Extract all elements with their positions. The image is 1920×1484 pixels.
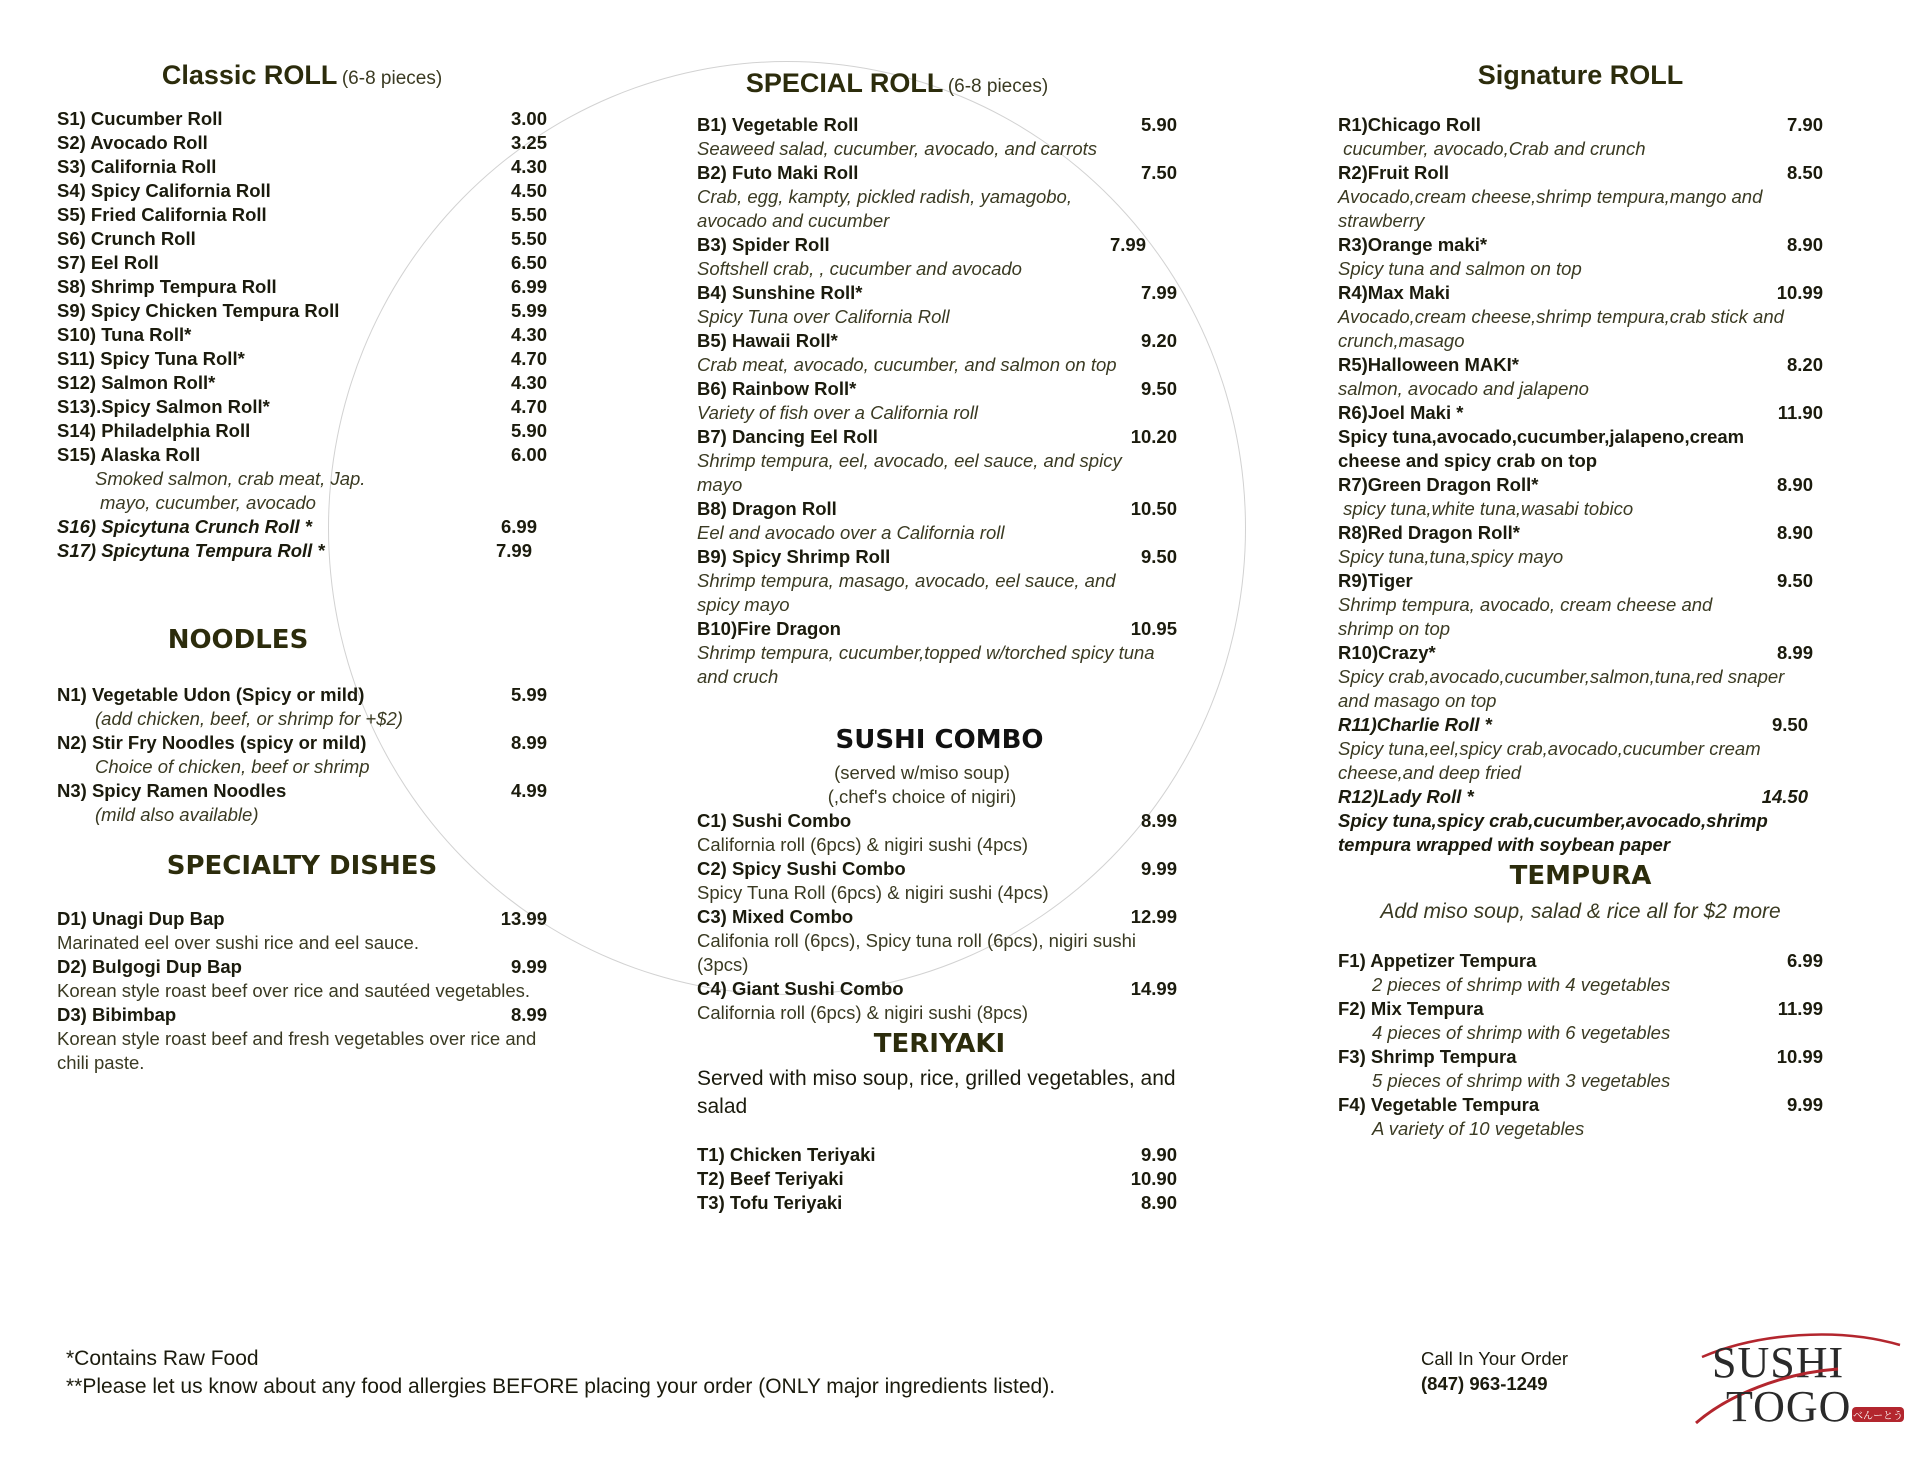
classic-roll-title: Classic ROLL [161, 60, 338, 90]
right-column [1338, 58, 1823, 1141]
menu-item-d2 [57, 955, 547, 1003]
menu-item-b4 [697, 281, 1182, 329]
menu-item-r2 [1338, 161, 1823, 233]
item-price: 8.90 [1776, 522, 1813, 543]
item-price: 8.20 [1786, 354, 1823, 375]
item-price: 6.99 [510, 276, 547, 297]
menu-item-b5 [697, 329, 1182, 377]
sushi-combo-title: SUSHI COMBO [835, 725, 1044, 755]
item-description: Shrimp tempura, eel, avocado, eel sauce, and spicy mayo [697, 450, 1122, 495]
item-name: B6) Rainbow Roll* [697, 378, 857, 399]
item-price: 3.00 [510, 108, 547, 129]
item-name: N1) Vegetable Udon (Spicy or mild) [57, 684, 365, 705]
item-price: 9.50 [1776, 570, 1813, 591]
menu-item-c3 [697, 905, 1182, 977]
item-name: B5) Hawaii Roll* [697, 330, 838, 351]
menu-item-s9 [57, 299, 547, 323]
item-name: R6)Joel Maki * [1338, 402, 1464, 423]
item-name: B9) Spicy Shrimp Roll [697, 546, 891, 567]
item-description: spicy tuna,white tuna,wasabi tobico [1338, 498, 1634, 519]
item-price: 8.99 [1776, 642, 1813, 663]
item-name: B1) Vegetable Roll [697, 114, 859, 135]
signature-roll-title: Signature ROLL [1477, 60, 1684, 90]
item-description: Spicy tuna,tuna,spicy mayo [1338, 546, 1564, 567]
item-price: 6.00 [510, 444, 547, 465]
allergy-note: **Please let us know about any food allergies BEFORE placing your order (ONLY major ingredients listed). [66, 1375, 1056, 1398]
item-description: California roll (6pcs) & nigiri sushi (8pcs) [697, 1002, 1029, 1023]
menu-item-r11 [1338, 713, 1823, 785]
item-price: 4.30 [510, 324, 547, 345]
classic-roll-list [57, 107, 547, 563]
item-description: (mild also available) [95, 804, 259, 825]
item-description: Spicy tuna,spicy crab,cucumber,avocado,shrimp tempura wrapped with soybean paper [1338, 810, 1768, 855]
menu-item-s13 [57, 395, 547, 419]
item-name: C3) Mixed Combo [697, 906, 854, 927]
item-name: R12)Lady Roll * [1338, 786, 1474, 807]
item-name: R1)Chicago Roll [1338, 114, 1481, 135]
menu-item-s16 [57, 515, 547, 539]
item-description: A variety of 10 vegetables [1372, 1118, 1585, 1139]
teriyaki-note: Served with miso soup, rice, grilled vegetables, and salad [697, 1067, 1176, 1118]
item-price: 11.99 [1777, 998, 1823, 1019]
specialty-list [57, 907, 547, 1075]
item-description: Softshell crab, , cucumber and avocado [697, 258, 1022, 279]
item-description: California roll (6pcs) & nigiri sushi (4pcs) [697, 834, 1029, 855]
item-price: 8.50 [1786, 162, 1823, 183]
item-name: T2) Beef Teriyaki [697, 1168, 844, 1189]
item-price: 6.99 [500, 516, 537, 537]
menu-item-b8 [697, 497, 1182, 545]
item-price: 10.90 [1130, 1168, 1177, 1189]
item-name: R10)Crazy* [1338, 642, 1436, 663]
item-name: N3) Spicy Ramen Noodles [57, 780, 287, 801]
item-description: Spicy tuna,avocado,cucumber,jalapeno,cream cheese and spicy crab on top [1338, 426, 1745, 471]
menu-item-s17 [57, 539, 547, 563]
item-description: Shrimp tempura, avocado, cream cheese and shrimp on top [1338, 594, 1713, 639]
item-name: D3) Bibimbap [57, 1004, 177, 1025]
specialty-heading [57, 849, 547, 887]
menu-item-r6 [1338, 401, 1823, 473]
item-price: 7.99 [495, 540, 532, 561]
item-description: Choice of chicken, beef or shrimp [95, 756, 370, 777]
menu-item-s6 [57, 227, 547, 251]
item-name: N2) Stir Fry Noodles (spicy or mild) [57, 732, 367, 753]
item-price: 9.50 [1140, 546, 1177, 567]
item-name: D2) Bulgogi Dup Bap [57, 956, 242, 977]
menu-item-s3 [57, 155, 547, 179]
item-price: 9.90 [1140, 1144, 1177, 1165]
menu-item-s2 [57, 131, 547, 155]
item-name: D1) Unagi Dup Bap [57, 908, 225, 929]
item-name: S12) Salmon Roll* [57, 372, 216, 393]
special-roll-subtitle: (6-8 pieces) [947, 76, 1049, 97]
item-name: B7) Dancing Eel Roll [697, 426, 878, 447]
item-description: Crab meat, avocado, cucumber, and salmon on top [697, 354, 1117, 375]
item-name: S17) Spicytuna Tempura Roll * [57, 540, 325, 561]
specialty-title: SPECIALTY DISHES [166, 851, 438, 881]
menu-item-b10 [697, 617, 1182, 689]
item-name: R4)Max Maki [1338, 282, 1451, 303]
item-price: 8.99 [510, 1004, 547, 1025]
menu-item-s15 [57, 443, 547, 515]
menu-item-n3 [57, 779, 547, 827]
menu-item-c1 [697, 809, 1182, 857]
item-description: Marinated eel over sushi rice and eel sauce. [57, 932, 419, 953]
item-description: Spicy Tuna over California Roll [697, 306, 950, 327]
item-price: 7.99 [1140, 282, 1177, 303]
tempura-title: TEMPURA [1509, 861, 1652, 891]
item-name: R7)Green Dragon Roll* [1338, 474, 1539, 495]
item-price: 10.95 [1130, 618, 1177, 639]
raw-food-note: *Contains Raw Food [66, 1347, 259, 1370]
item-price: 6.99 [1786, 950, 1823, 971]
item-price: 8.99 [1140, 810, 1177, 831]
menu-item-r3 [1338, 233, 1823, 281]
middle-column [697, 66, 1217, 1215]
item-name: C4) Giant Sushi Combo [697, 978, 904, 999]
sushi-combo-heading [697, 723, 1182, 761]
item-price: 9.20 [1140, 330, 1177, 351]
menu-item-s5 [57, 203, 547, 227]
phone-number[interactable]: (847) 963-1249 [1421, 1373, 1548, 1394]
item-name: S11) Spicy Tuna Roll* [57, 348, 245, 369]
item-price: 7.99 [1109, 234, 1146, 255]
item-name: T1) Chicken Teriyaki [697, 1144, 876, 1165]
item-name: S10) Tuna Roll* [57, 324, 192, 345]
item-name: B2) Futo Maki Roll [697, 162, 859, 183]
sushi-combo-list [697, 809, 1182, 1025]
item-name: S1) Cucumber Roll [57, 108, 223, 129]
item-price: 5.99 [510, 300, 547, 321]
item-price: 10.99 [1776, 1046, 1823, 1067]
menu-item-b7 [697, 425, 1182, 497]
sushi-combo-note: (,chef's choice of nigiri) [827, 786, 1017, 807]
item-description: Avocado,cream cheese,shrimp tempura,mango and strawberry [1338, 186, 1763, 231]
item-price: 10.50 [1130, 498, 1177, 519]
item-price: 13.99 [500, 908, 547, 929]
menu-item-b6 [697, 377, 1182, 425]
menu-item-r8 [1338, 521, 1823, 569]
menu-item-r7 [1338, 473, 1823, 521]
classic-roll-subtitle: (6-8 pieces) [341, 68, 443, 89]
item-description: Seaweed salad, cucumber, avocado, and carrots [697, 138, 1098, 159]
item-description: Variety of fish over a California roll [697, 402, 979, 423]
item-name: R5)Halloween MAKI* [1338, 354, 1519, 375]
noodles-heading [57, 623, 419, 661]
footer-notes [66, 1345, 1055, 1401]
item-name: S15) Alaska Roll [57, 444, 201, 465]
menu-item-t2 [697, 1167, 1182, 1191]
item-description: Spicy tuna,eel,spicy crab,avocado,cucumber cream cheese,and deep fried [1338, 738, 1761, 783]
item-price: 14.99 [1130, 978, 1177, 999]
special-roll-title: SPECIAL ROLL [745, 68, 944, 98]
menu-item-r4 [1338, 281, 1823, 353]
item-name: B3) Spider Roll [697, 234, 830, 255]
menu-item-d3 [57, 1003, 547, 1075]
menu-item-b1 [697, 113, 1182, 161]
menu-item-s10 [57, 323, 547, 347]
signature-roll-list [1338, 113, 1823, 857]
menu-item-s11 [57, 347, 547, 371]
item-name: B8) Dragon Roll [697, 498, 837, 519]
menu-item-c2 [697, 857, 1182, 905]
item-name: S16) Spicytuna Crunch Roll * [57, 516, 312, 537]
item-name: F1) Appetizer Tempura [1338, 950, 1537, 971]
item-name: F2) Mix Tempura [1338, 998, 1484, 1019]
item-price: 9.99 [1786, 1094, 1823, 1115]
sushi-combo-note: (served w/miso soup) [834, 762, 1010, 783]
item-price: 4.99 [510, 780, 547, 801]
item-price: 4.30 [510, 156, 547, 177]
logo-line-2: TOGO [1726, 1382, 1852, 1431]
item-price: 8.99 [510, 732, 547, 753]
item-price: 5.90 [510, 420, 547, 441]
tempura-note: Add miso soup, salad & rice all for $2 more [1380, 900, 1781, 923]
item-description: (add chicken, beef, or shrimp for +$2) [95, 708, 403, 729]
item-price: 9.50 [1771, 714, 1808, 735]
item-name: R8)Red Dragon Roll* [1338, 522, 1520, 543]
item-price: 9.99 [510, 956, 547, 977]
menu-item-s7 [57, 251, 547, 275]
item-name: F4) Vegetable Tempura [1338, 1094, 1540, 1115]
menu-item-f2 [1338, 997, 1823, 1045]
item-price: 10.20 [1130, 426, 1177, 447]
item-description: salmon, avocado and jalapeno [1338, 378, 1589, 399]
menu-item-s8 [57, 275, 547, 299]
menu-item-t1 [697, 1143, 1182, 1167]
item-description: Califonia roll (6pcs), Spicy tuna roll (6pcs), nigiri sushi (3pcs) [697, 930, 1137, 975]
menu-item-n2 [57, 731, 547, 779]
item-price: 8.90 [1786, 234, 1823, 255]
menu-item-b3 [697, 233, 1182, 281]
noodles-title: NOODLES [167, 625, 309, 655]
item-name: S7) Eel Roll [57, 252, 159, 273]
item-price: 5.99 [510, 684, 547, 705]
item-name: R3)Orange maki* [1338, 234, 1488, 255]
item-price: 5.50 [510, 204, 547, 225]
item-name: S9) Spicy Chicken Tempura Roll [57, 300, 340, 321]
item-price: 6.50 [510, 252, 547, 273]
menu-item-r9 [1338, 569, 1823, 641]
tempura-list [1338, 949, 1823, 1141]
item-name: C1) Sushi Combo [697, 810, 852, 831]
menu-item-s1 [57, 107, 547, 131]
menu-item-d1 [57, 907, 547, 955]
item-price: 4.70 [510, 396, 547, 417]
item-price: 7.50 [1140, 162, 1177, 183]
left-column [57, 58, 547, 1075]
item-price: 5.90 [1140, 114, 1177, 135]
item-description: Avocado,cream cheese,shrimp tempura,crab stick and crunch,masago [1338, 306, 1784, 351]
item-name: S13).Spicy Salmon Roll* [57, 396, 270, 417]
menu-item-s4 [57, 179, 547, 203]
item-price: 14.50 [1761, 786, 1808, 807]
item-name: R9)Tiger [1338, 570, 1413, 591]
item-name: S3) California Roll [57, 156, 217, 177]
logo-line-1: SUSHI [1712, 1338, 1845, 1387]
item-price: 3.25 [510, 132, 547, 153]
item-name: S5) Fried California Roll [57, 204, 267, 225]
teriyaki-list [697, 1143, 1182, 1215]
item-description: Shrimp tempura, masago, avocado, eel sauce, and spicy mayo [697, 570, 1116, 615]
menu-item-f4 [1338, 1093, 1823, 1141]
item-price: 9.50 [1140, 378, 1177, 399]
menu-item-n1 [57, 683, 547, 731]
item-description: 4 pieces of shrimp with 6 vegetables [1372, 1022, 1671, 1043]
menu-item-r12 [1338, 785, 1823, 857]
item-name: S4) Spicy California Roll [57, 180, 271, 201]
item-price: 5.50 [510, 228, 547, 249]
call-in-order [1421, 1346, 1568, 1396]
menu-item-b9 [697, 545, 1182, 617]
item-name: R11)Charlie Roll * [1338, 714, 1492, 735]
menu-item-r5 [1338, 353, 1823, 401]
menu-item-f3 [1338, 1045, 1823, 1093]
item-price: 4.50 [510, 180, 547, 201]
item-description: Spicy crab,avocado,cucumber,salmon,tuna,red snaper and masago on top [1338, 666, 1785, 711]
menu-item-c4 [697, 977, 1182, 1025]
item-description: Korean style roast beef and fresh vegetables over rice and chili paste. [57, 1028, 537, 1073]
item-description: cucumber, avocado,Crab and crunch [1338, 138, 1646, 159]
classic-roll-heading [57, 58, 547, 97]
item-description: mayo, cucumber, avocado [100, 492, 316, 513]
menu-item-f1 [1338, 949, 1823, 997]
noodles-list [57, 683, 547, 827]
menu-item-s12 [57, 371, 547, 395]
item-price: 8.90 [1140, 1192, 1177, 1213]
menu-item-t3 [697, 1191, 1182, 1215]
item-price: 4.70 [510, 348, 547, 369]
sushi-togo-logo [1688, 1325, 1908, 1435]
item-name: T3) Tofu Teriyaki [697, 1192, 843, 1213]
item-description: Shrimp tempura, cucumber,topped w/torched spicy tuna and cruch [697, 642, 1155, 687]
menu-item-r10 [1338, 641, 1823, 713]
menu-item-s14 [57, 419, 547, 443]
item-price: 4.30 [510, 372, 547, 393]
item-price: 9.99 [1140, 858, 1177, 879]
item-description: Spicy Tuna Roll (6pcs) & nigiri sushi (4pcs) [697, 882, 1049, 903]
tempura-heading [1338, 859, 1823, 897]
item-name: S2) Avocado Roll [57, 132, 208, 153]
item-price: 12.99 [1130, 906, 1177, 927]
item-name: C2) Spicy Sushi Combo [697, 858, 906, 879]
item-name: S8) Shrimp Tempura Roll [57, 276, 277, 297]
special-roll-heading [697, 66, 1097, 105]
signature-roll-heading [1338, 58, 1823, 97]
special-roll-list [697, 113, 1182, 689]
item-name: S6) Crunch Roll [57, 228, 196, 249]
item-description: Korean style roast beef over rice and sautéed vegetables. [57, 980, 531, 1001]
item-price: 8.90 [1776, 474, 1813, 495]
item-price: 10.99 [1776, 282, 1823, 303]
teriyaki-heading [697, 1027, 1182, 1065]
item-description: Crab, egg, kampty, pickled radish, yamagobo, avocado and cucumber [697, 186, 1072, 231]
item-name: F3) Shrimp Tempura [1338, 1046, 1517, 1067]
item-description: 2 pieces of shrimp with 4 vegetables [1372, 974, 1671, 995]
teriyaki-title: TERIYAKI [873, 1029, 1006, 1059]
item-price: 7.90 [1786, 114, 1823, 135]
item-description: Eel and avocado over a California roll [697, 522, 1005, 543]
call-label: Call In Your Order [1421, 1348, 1569, 1369]
item-description: 5 pieces of shrimp with 3 vegetables [1372, 1070, 1671, 1091]
item-price: 11.90 [1777, 402, 1823, 423]
item-name: S14) Philadelphia Roll [57, 420, 251, 441]
item-description: Spicy tuna and salmon on top [1338, 258, 1582, 279]
item-name: B4) Sunshine Roll* [697, 282, 863, 303]
item-description: Smoked salmon, crab meat, Jap. [95, 468, 366, 489]
logo-tag: べんーとう [1853, 1411, 1903, 1422]
item-name: R2)Fruit Roll [1338, 162, 1449, 183]
menu-item-r1 [1338, 113, 1823, 161]
menu-item-b2 [697, 161, 1182, 233]
item-name: B10)Fire Dragon [697, 618, 841, 639]
